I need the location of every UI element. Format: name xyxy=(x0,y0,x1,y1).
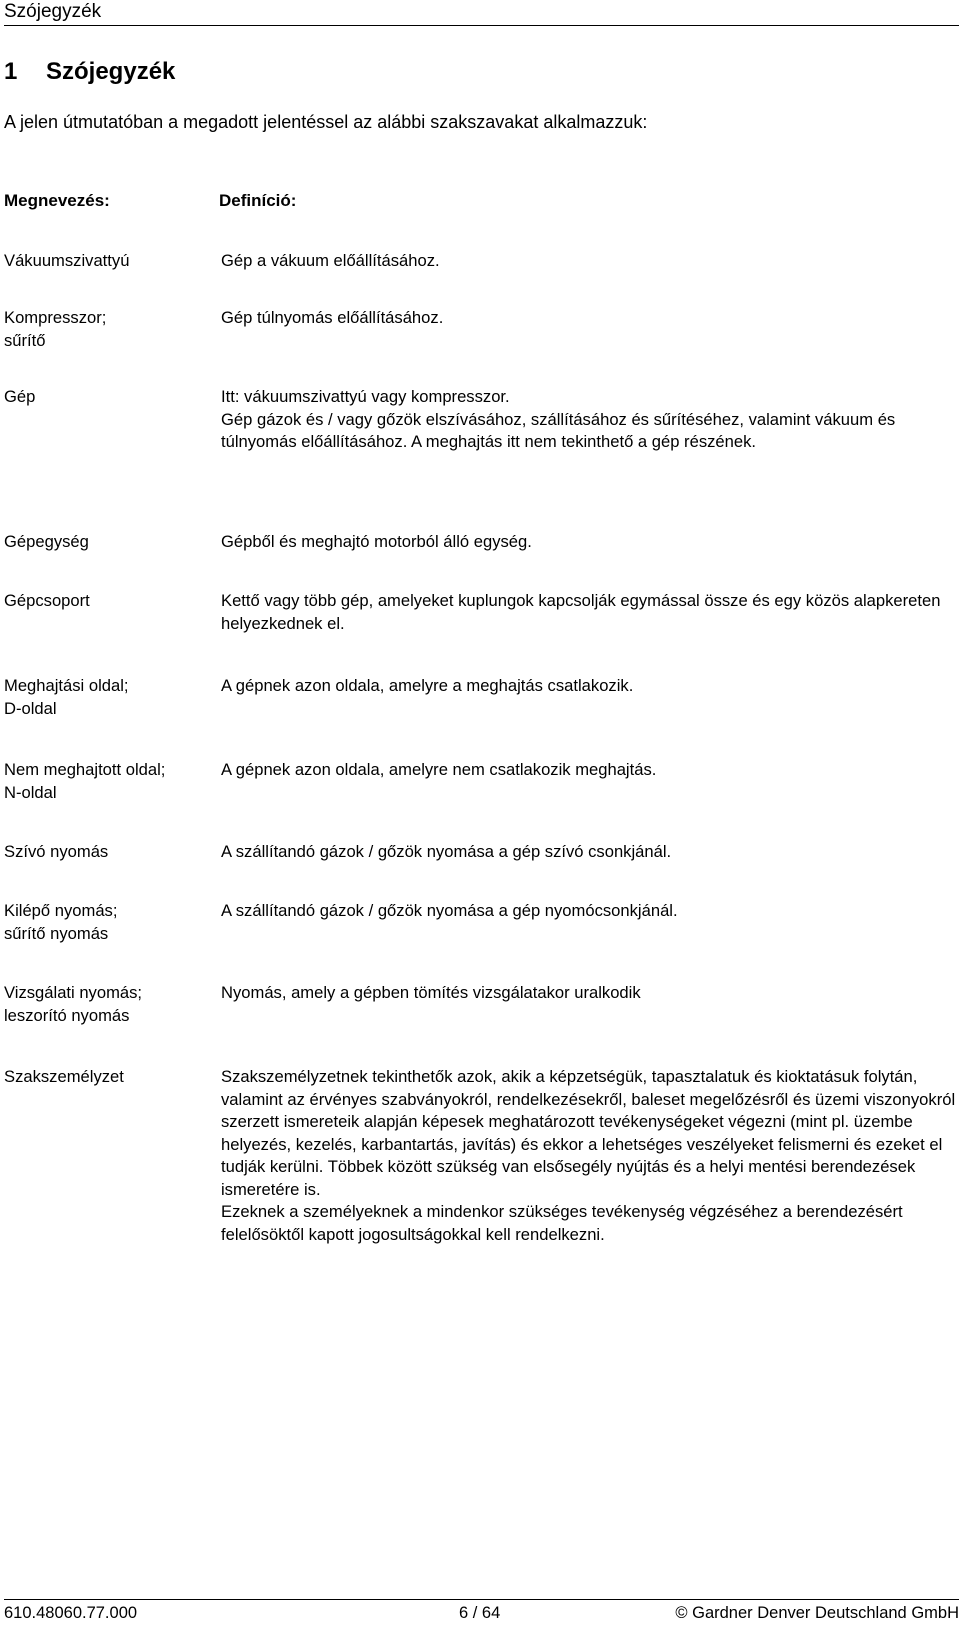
definition-text: Gép a vákuum előállításához. xyxy=(221,251,440,270)
glossary-term: Vizsgálati nyomás; leszorító nyomás xyxy=(4,983,143,1025)
definition-text: Nyomás, amely a gépben tömítés vizsgálatakor uralkodik xyxy=(221,983,641,1002)
definition-text: A gépnek azon oldala, amelyre nem csatlakozik meghajtás. xyxy=(221,760,657,779)
section-title xyxy=(4,57,175,87)
definition-text: Ezeknek a személyeknek a mindenkor szükséges tevékenység végzéséhez a berendezésért felelősöktől kapott jogosultságokkal kell rendelkezni. xyxy=(221,1202,903,1244)
glossary-definition xyxy=(219,759,954,782)
glossary-term: Kompresszor; sűrítő xyxy=(4,308,107,350)
page-footer xyxy=(4,1599,959,1626)
definition-text: A gépnek azon oldala, amelyre a meghajtás csatlakozik. xyxy=(221,676,634,695)
section-title-text: Szójegyzék xyxy=(46,58,176,85)
glossary-term: Szakszemélyzet xyxy=(4,1067,124,1086)
glossary-term: Gépegység xyxy=(4,532,89,551)
glossary-definition xyxy=(219,531,954,554)
glossary-definition xyxy=(219,250,954,273)
section-number: 1 xyxy=(4,58,18,85)
glossary-term: Nem meghajtott oldal; N-oldal xyxy=(4,760,166,802)
term-column-header: Megnevezés: xyxy=(4,191,110,210)
glossary-definition xyxy=(219,900,954,923)
definition-text: Gép gázok és / vagy gőzök elszívásához, szállításához és sűrítéséhez, valamint vákuum és túlnyomás előállításához. A meghajtás itt nem tekinthető a gép részének. xyxy=(221,409,896,451)
glossary-term: Meghajtási oldal; D-oldal xyxy=(4,676,129,718)
glossary-definition xyxy=(219,307,954,330)
definition-text: A szállítandó gázok / gőzök nyomása a gép nyomócsonkjánál. xyxy=(221,901,678,920)
definition-text: Szakszemélyzetnek tekinthetők azok, akik a képzetségük, tapasztalatuk és kioktatásuk folytán, valamint az érvényes szabványokról, rendelkezésekről, baleset megelőzésről és üzemi viszonyokról szerzett ismereteik alapján képesek meghatározott tevékenységeket végezni (mint pl. üzembe helyezés, kezelés, karbantartás, javítás) és ekkor a lehetséges veszélyeket felismerni és ezeket el tudják kerülni. Többek között szükség van elsősegély nyújtás és a helyi mentési berendezések ismeretére is. xyxy=(221,1067,956,1199)
definition-text: Kettő vagy több gép, amelyeket kuplungok kapcsolják egymással össze és egy közös alapkereten helyezkednek el. xyxy=(221,591,941,633)
definition-text: Gép túlnyomás előállításához. xyxy=(221,308,444,327)
definition-text: Gépből és meghajtó motorból álló egység. xyxy=(221,532,532,551)
glossary-definition xyxy=(219,590,954,635)
definition-text: Itt: vákuumszivattyú vagy kompresszor. xyxy=(221,387,510,406)
running-header-title: Szójegyzék xyxy=(4,1,102,22)
definition-text: A szállítandó gázok / gőzök nyomása a gép szívó csonkjánál. xyxy=(221,842,672,861)
glossary-definition xyxy=(219,675,954,698)
running-header xyxy=(4,0,959,26)
intro-paragraph: A jelen útmutatóban a megadott jelentéssel az alábbi szakszavakat alkalmazzuk: xyxy=(4,112,648,132)
page-number: 6 / 64 xyxy=(459,1604,501,1622)
glossary-term: Gépcsoport xyxy=(4,591,90,610)
definition-column-header: Definíció: xyxy=(219,191,297,210)
copyright-notice: © Gardner Denver Deutschland GmbH xyxy=(675,1604,959,1622)
glossary-definition xyxy=(219,982,954,1005)
glossary-term: Gép xyxy=(4,387,36,406)
glossary-term: Kilépő nyomás; sűrítő nyomás xyxy=(4,901,118,943)
glossary-term: Szívó nyomás xyxy=(4,842,109,861)
glossary-definition xyxy=(219,841,954,864)
glossary-definition xyxy=(219,386,954,454)
glossary-definition xyxy=(219,1066,954,1246)
glossary-term: Vákuumszivattyú xyxy=(4,251,130,270)
document-number: 610.48060.77.000 xyxy=(4,1604,138,1622)
